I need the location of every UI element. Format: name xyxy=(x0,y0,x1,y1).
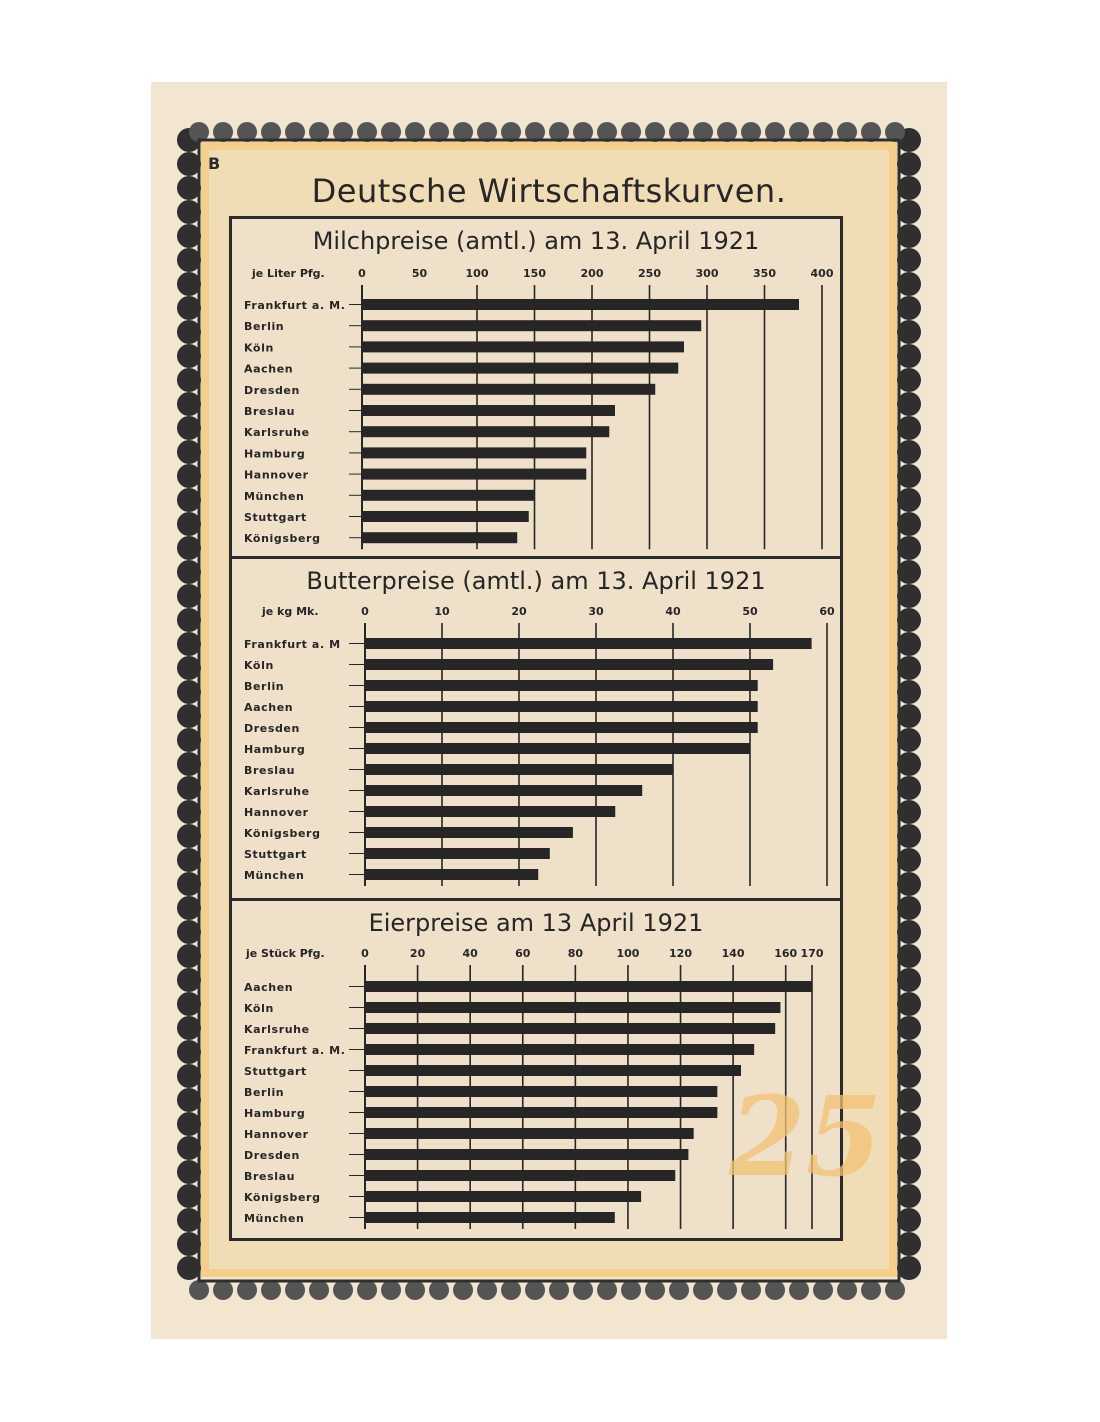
frame-scallop xyxy=(897,704,921,728)
frame-scallop xyxy=(213,1280,233,1300)
frame-scallop xyxy=(405,1280,425,1300)
tick-label: 100 xyxy=(465,267,489,280)
frame-scallop xyxy=(177,1088,201,1112)
frame-scallop xyxy=(897,1136,921,1160)
frame-scallop xyxy=(429,1280,449,1300)
axis-unit-label: je kg Mk. xyxy=(262,605,319,618)
frame-scallop xyxy=(177,344,201,368)
frame-scallop xyxy=(177,680,201,704)
page-title: Deutsche Wirtschaftskurven. xyxy=(311,172,787,210)
frame-scallop xyxy=(177,632,201,656)
tick-label: 120 xyxy=(669,947,693,960)
milk-chart-title: Milchpreise (amtl.) am 13. April 1921 xyxy=(312,227,760,255)
frame-scallop xyxy=(177,824,201,848)
frame-scallop xyxy=(177,560,201,584)
frame-scallop xyxy=(693,1280,713,1300)
category-label: Karlsruhe xyxy=(244,785,310,798)
frame-scallop xyxy=(237,1280,257,1300)
frame-scallop xyxy=(177,368,201,392)
bar-münchen xyxy=(362,490,535,501)
frame-scallop xyxy=(309,1280,329,1300)
frame-scallop xyxy=(897,416,921,440)
frame-scallop xyxy=(549,1280,569,1300)
frame-scallop xyxy=(813,1280,833,1300)
bar-aachen xyxy=(362,363,678,374)
tick-label: 350 xyxy=(753,267,776,280)
category-label: München xyxy=(244,1212,305,1225)
category-label: München xyxy=(244,489,305,503)
frame-scallop xyxy=(177,944,201,968)
frame-scallop xyxy=(897,800,921,824)
frame-scallop xyxy=(477,1280,497,1300)
bar-hamburg xyxy=(365,1107,717,1118)
frame-scallop xyxy=(897,824,921,848)
bar-hannover xyxy=(365,1128,694,1139)
tick-label: 300 xyxy=(695,267,719,280)
frame-scallop xyxy=(177,872,201,896)
egg-chart-title: Eierpreise am 13 April 1921 xyxy=(368,909,704,937)
frame-scallop xyxy=(897,1088,921,1112)
category-label: Hamburg xyxy=(244,743,306,756)
category-label: Frankfurt a. M. xyxy=(244,299,346,312)
bar-hamburg xyxy=(362,447,586,458)
frame-scallop xyxy=(357,1280,377,1300)
tick-label: 250 xyxy=(638,267,661,280)
category-label: Hannover xyxy=(244,806,309,819)
category-label: Aachen xyxy=(244,701,294,714)
category-label: Berlin xyxy=(244,1086,285,1099)
tick-label: 50 xyxy=(742,605,758,618)
bar-hannover xyxy=(365,806,615,817)
frame-scallop xyxy=(177,512,201,536)
category-label: Hamburg xyxy=(244,1107,306,1120)
frame-scallop xyxy=(189,1280,209,1300)
frame-scallop xyxy=(177,392,201,416)
bar-berlin xyxy=(365,1086,717,1097)
milk-price-chart xyxy=(232,219,840,559)
frame-scallop xyxy=(177,992,201,1016)
frame-scallop xyxy=(177,1016,201,1040)
category-label: Köln xyxy=(244,659,274,672)
frame-scallop xyxy=(501,1280,521,1300)
bar-stuttgart xyxy=(362,511,529,522)
frame-scallop xyxy=(177,584,201,608)
frame-scallop xyxy=(177,536,201,560)
bar-frankfurt-a-m xyxy=(362,299,799,310)
category-label: Breslau xyxy=(244,405,296,418)
tick-label: 0 xyxy=(358,267,366,280)
frame-scallop xyxy=(897,944,921,968)
category-label: Karlsruhe xyxy=(244,1023,310,1036)
frame-scallop xyxy=(897,896,921,920)
category-label: Berlin xyxy=(244,680,285,693)
bar-karlsruhe xyxy=(365,785,642,796)
frame-scallop xyxy=(177,1064,201,1088)
frame-scallop xyxy=(177,224,201,248)
frame-scallop xyxy=(525,1280,545,1300)
bar-frankfurt-a-m xyxy=(365,1044,754,1055)
category-label: Königsberg xyxy=(244,1191,321,1204)
bar-dresden xyxy=(362,384,655,395)
tick-label: 40 xyxy=(665,605,681,618)
frame-scallop xyxy=(897,1256,921,1280)
frame-scallop xyxy=(177,968,201,992)
tick-label: 0 xyxy=(361,947,369,960)
frame-scallop xyxy=(177,1256,201,1280)
axis-unit-label: je Stück Pfg. xyxy=(246,947,325,960)
frame-scallop xyxy=(897,1232,921,1256)
frame-scallop xyxy=(177,800,201,824)
tick-label: 170 xyxy=(800,947,824,960)
category-label: Aachen xyxy=(244,362,294,376)
bar-münchen xyxy=(365,869,538,880)
bar-frankfurt-a-m xyxy=(365,638,812,649)
category-label: Karlsruhe xyxy=(244,426,310,440)
bar-breslau xyxy=(365,1170,675,1181)
frame-scallop xyxy=(897,584,921,608)
frame-scallop xyxy=(897,272,921,296)
frame-scallop xyxy=(717,1280,737,1300)
tick-label: 40 xyxy=(462,947,478,960)
frame-scallop xyxy=(897,1184,921,1208)
bar-berlin xyxy=(362,320,701,331)
bar-königsberg xyxy=(362,532,517,543)
bar-aachen xyxy=(365,981,812,992)
frame-scallop xyxy=(897,632,921,656)
frame-scallop xyxy=(177,1112,201,1136)
frame-scallop xyxy=(645,1280,665,1300)
category-label: Dresden xyxy=(244,1149,300,1162)
category-label: Frankfurt a. M xyxy=(244,638,341,651)
value-stamp: 25 xyxy=(729,1072,883,1201)
bar-köln xyxy=(365,1002,780,1013)
bar-königsberg xyxy=(365,827,573,838)
tick-label: 140 xyxy=(721,947,745,960)
frame-scallop xyxy=(897,464,921,488)
frame-scallop xyxy=(897,1208,921,1232)
frame-scallop xyxy=(897,368,921,392)
banknote-card xyxy=(151,82,947,1339)
bar-stuttgart xyxy=(365,1065,741,1076)
tick-label: 60 xyxy=(819,605,835,618)
frame-scallop xyxy=(177,656,201,680)
frame-scallop xyxy=(897,728,921,752)
category-label: Berlin xyxy=(244,320,285,334)
bar-karlsruhe xyxy=(362,426,609,437)
tick-label: 150 xyxy=(523,267,546,280)
frame-scallop xyxy=(177,848,201,872)
bar-breslau xyxy=(362,405,615,416)
tick-label: 60 xyxy=(515,947,531,960)
frame-scallop xyxy=(897,992,921,1016)
category-label: Köln xyxy=(244,1002,274,1015)
category-label: Frankfurt a. M. xyxy=(244,1044,346,1057)
frame-scallop xyxy=(669,1280,689,1300)
frame-scallop xyxy=(381,1280,401,1300)
frame-scallop xyxy=(177,1160,201,1184)
frame-scallop xyxy=(897,656,921,680)
axis-unit-label: je Liter Pfg. xyxy=(252,267,325,280)
frame-scallop xyxy=(177,896,201,920)
milk-price-panel xyxy=(229,216,843,559)
frame-scallop xyxy=(261,1280,281,1300)
bar-münchen xyxy=(365,1212,615,1223)
bar-dresden xyxy=(365,722,758,733)
frame-scallop xyxy=(573,1280,593,1300)
frame-scallop xyxy=(897,752,921,776)
frame-scallop xyxy=(177,776,201,800)
frame-scallop xyxy=(177,464,201,488)
frame-scallop xyxy=(765,1280,785,1300)
category-label: Königsberg xyxy=(244,532,321,546)
tick-label: 20 xyxy=(409,947,426,960)
frame-scallop xyxy=(177,416,201,440)
category-label: Breslau xyxy=(244,764,296,777)
bar-königsberg xyxy=(365,1191,641,1202)
frame-scallop xyxy=(897,512,921,536)
frame-scallop xyxy=(897,968,921,992)
frame-scallop xyxy=(897,224,921,248)
butter-price-panel xyxy=(229,559,843,901)
frame-scallop xyxy=(897,320,921,344)
frame-scallop xyxy=(897,1064,921,1088)
frame-scallop xyxy=(177,1232,201,1256)
frame-scallop xyxy=(897,1016,921,1040)
butter-chart-title: Butterpreise (amtl.) am 13. April 1921 xyxy=(306,567,766,595)
frame-scallop xyxy=(897,560,921,584)
frame-scallop xyxy=(837,1280,857,1300)
butter-price-chart xyxy=(232,559,840,898)
frame-scallop xyxy=(897,680,921,704)
frame-scallop xyxy=(285,1280,305,1300)
category-label: Hannover xyxy=(244,468,309,482)
category-label: Stuttgart xyxy=(244,1065,307,1078)
frame-scallop xyxy=(333,1280,353,1300)
frame-scallop xyxy=(861,1280,881,1300)
category-label: Königsberg xyxy=(244,827,321,840)
frame-scallop xyxy=(897,1160,921,1184)
frame-scallop xyxy=(177,728,201,752)
frame-scallop xyxy=(177,272,201,296)
tick-label: 160 xyxy=(774,947,798,960)
frame-scallop xyxy=(621,1280,641,1300)
bar-hamburg xyxy=(365,743,750,754)
bar-berlin xyxy=(365,680,758,691)
frame-scallop xyxy=(741,1280,761,1300)
frame-scallop xyxy=(897,848,921,872)
tick-label: 0 xyxy=(361,605,369,618)
frame-scallop xyxy=(177,704,201,728)
frame-scallop xyxy=(177,1040,201,1064)
frame-scallop xyxy=(897,1040,921,1064)
frame-scallop xyxy=(177,320,201,344)
tick-label: 30 xyxy=(588,605,604,618)
bar-karlsruhe xyxy=(365,1023,775,1034)
tick-label: 10 xyxy=(434,605,450,618)
frame-scallop xyxy=(897,608,921,632)
frame-scallop xyxy=(897,872,921,896)
frame-scallop xyxy=(177,608,201,632)
frame-scallop xyxy=(897,392,921,416)
frame-scallop xyxy=(177,1208,201,1232)
frame-scallop xyxy=(897,296,921,320)
category-label: Dresden xyxy=(244,722,300,735)
bar-dresden xyxy=(365,1149,688,1160)
frame-scallop xyxy=(897,440,921,464)
category-label: Stuttgart xyxy=(244,848,307,861)
bar-stuttgart xyxy=(365,848,550,859)
tick-label: 400 xyxy=(810,267,834,280)
frame-scallop xyxy=(897,488,921,512)
category-label: Aachen xyxy=(244,981,294,994)
bar-aachen xyxy=(365,701,758,712)
frame-scallop xyxy=(897,248,921,272)
frame-scallop xyxy=(789,1280,809,1300)
frame-scallop xyxy=(177,440,201,464)
frame-scallop xyxy=(597,1280,617,1300)
bar-breslau xyxy=(365,764,673,775)
category-label: Dresden xyxy=(244,383,300,397)
bar-hannover xyxy=(362,469,586,480)
frame-scallop xyxy=(177,488,201,512)
frame-scallop xyxy=(177,1184,201,1208)
frame-scallop xyxy=(885,1280,905,1300)
tick-label: 80 xyxy=(567,947,584,960)
category-label: München xyxy=(244,869,305,882)
tick-label: 200 xyxy=(580,267,604,280)
frame-scallop xyxy=(897,920,921,944)
category-label: Stuttgart xyxy=(244,511,307,524)
category-label: Köln xyxy=(244,341,274,355)
frame-scallop xyxy=(177,752,201,776)
frame-scallop xyxy=(453,1280,473,1300)
tick-label: 20 xyxy=(511,605,527,618)
category-label: Breslau xyxy=(244,1170,296,1183)
frame-scallop xyxy=(177,248,201,272)
frame-scallop xyxy=(897,536,921,560)
frame-scallop xyxy=(177,920,201,944)
frame-scallop xyxy=(177,296,201,320)
category-label: Hannover xyxy=(244,1128,309,1141)
corner-mark: B xyxy=(208,154,221,173)
tick-label: 100 xyxy=(616,947,640,960)
category-label: Hamburg xyxy=(244,447,306,461)
tick-label: 50 xyxy=(411,267,428,280)
bar-köln xyxy=(365,659,773,670)
bar-köln xyxy=(362,341,684,352)
frame-scallop xyxy=(897,776,921,800)
frame-scallop xyxy=(177,1136,201,1160)
frame-scallop xyxy=(897,344,921,368)
frame-scallop xyxy=(897,1112,921,1136)
